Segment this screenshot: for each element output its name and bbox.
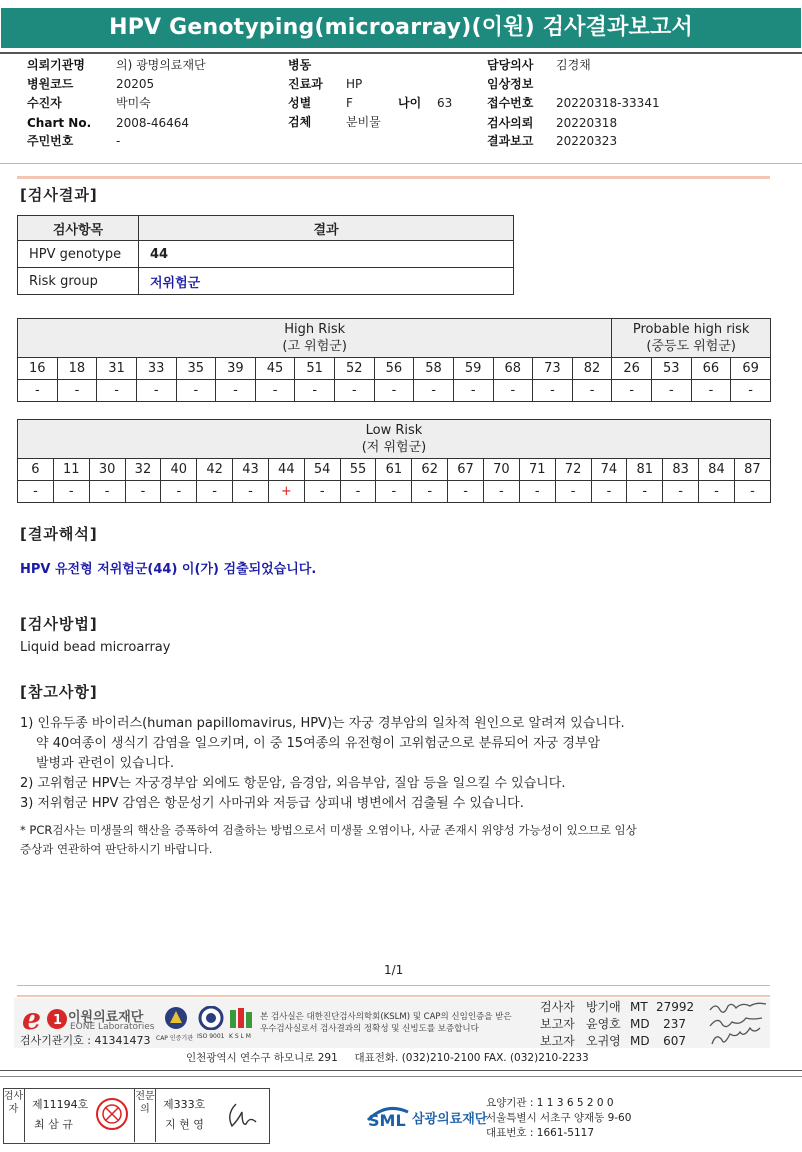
genotype-cell: 81 — [627, 459, 663, 481]
genotype-cell: 67 — [448, 459, 484, 481]
genotype-cell: 30 — [89, 459, 125, 481]
divider — [0, 52, 802, 54]
info-label: 담당의사 — [487, 58, 534, 72]
genotype-result-cell: - — [161, 481, 197, 503]
high-risk-subtitle: (고 위험군) — [282, 339, 347, 354]
info-label: 수진자 — [27, 96, 62, 110]
column-header: 결과 — [139, 216, 514, 241]
lab-name: 이원의료재단 — [68, 1010, 144, 1025]
table-row — [18, 268, 514, 295]
genotype-result-cell: - — [304, 481, 340, 503]
genotype-result-cell: - — [533, 380, 573, 402]
genotype-result-cell: - — [731, 380, 771, 402]
sml-info-line: 대표번호 : 1661-5117 — [486, 1127, 595, 1139]
signatory-row — [540, 1016, 710, 1033]
genotype-result-cell: - — [335, 380, 375, 402]
genotype-cell: 83 — [663, 459, 699, 481]
genotype-cell: 71 — [519, 459, 555, 481]
genotype-result-cell: - — [519, 481, 555, 503]
cap-cert-icon — [160, 1006, 192, 1030]
genotype-cell: 55 — [340, 459, 376, 481]
result-item: Risk group — [18, 268, 139, 295]
divider — [0, 1076, 802, 1077]
info-label: 검사의뢰 — [487, 116, 534, 130]
genotype-cell: 52 — [335, 358, 375, 380]
genotype-cell: 6 — [18, 459, 54, 481]
genotype-result-cell: - — [18, 481, 54, 503]
sig-role: 검사자 — [540, 1000, 575, 1014]
genotype-result-cell: - — [374, 380, 414, 402]
genotype-result-cell: - — [97, 380, 137, 402]
pcr-note — [20, 821, 790, 859]
genotype-row — [18, 358, 771, 380]
method-text: Liquid bead microarray — [20, 640, 171, 655]
info-value: 20220323 — [556, 134, 618, 148]
genotype-result-cell: - — [691, 380, 731, 402]
divider — [17, 995, 770, 997]
genotype-cell: 42 — [197, 459, 233, 481]
genotype-cell: 51 — [295, 358, 335, 380]
info-label: 병동 — [288, 58, 312, 72]
note-line: 3) 저위험군 HPV 감염은 항문성기 사마귀와 저등급 상피내 병변에서 검출될 수 있습니다. — [20, 796, 524, 811]
signatory-row — [540, 999, 710, 1016]
info-label: Chart No. — [27, 116, 92, 130]
genotype-result-cell: - — [216, 380, 256, 402]
certification-text — [260, 1011, 512, 1035]
handwritten-signatures — [706, 998, 770, 1050]
genotype-result-cell: - — [414, 380, 454, 402]
info-label: 주민번호 — [27, 134, 74, 148]
result-item: HPV genotype — [18, 241, 139, 268]
sig-num: 237 — [663, 1017, 686, 1031]
patient-info — [0, 56, 802, 156]
svg-text:1: 1 — [53, 1013, 63, 1028]
info-label: 결과보고 — [487, 134, 534, 148]
genotype-cell: 43 — [233, 459, 269, 481]
info-value: F — [346, 96, 353, 110]
genotype-cell: 40 — [161, 459, 197, 481]
info-value: 20205 — [116, 77, 155, 91]
lab-name-en: EONE Laboratories — [70, 1022, 155, 1032]
low-risk-header — [18, 420, 771, 459]
genotype-cell: 11 — [53, 459, 89, 481]
cap-cert-label: CAP 인증기관 — [156, 1035, 194, 1042]
info-label: 검체 — [288, 115, 312, 129]
genotype-cell: 45 — [255, 358, 295, 380]
result-value: 44 — [139, 241, 514, 268]
info-label: 임상정보 — [487, 77, 534, 91]
sml-logo-icon — [364, 1094, 410, 1130]
genotype-cell: 16 — [18, 358, 58, 380]
genotype-result-cell: - — [555, 481, 591, 503]
genotype-result-cell: - — [493, 380, 533, 402]
svg-text:SML: SML — [368, 1111, 406, 1130]
genotype-cell: 26 — [612, 358, 652, 380]
genotype-result-cell: - — [699, 481, 735, 503]
lab-address: 인천광역시 연수구 하모니로 291 대표전화. (032)210-2100 FAX. (032)210-2233 — [186, 1052, 589, 1064]
genotype-result-cell: - — [412, 481, 448, 503]
genotype-cell: 70 — [483, 459, 519, 481]
note-line: 발병과 관련이 있습니다. — [36, 756, 174, 771]
probable-high-risk-subtitle: (중등도 위험군) — [646, 339, 736, 354]
sig-name: 오귀영 — [586, 1034, 621, 1048]
genotype-result-cell: - — [197, 481, 233, 503]
info-label: 접수번호 — [487, 96, 534, 110]
genotype-result-cell: - — [483, 481, 519, 503]
genotype-result-cell: - — [295, 380, 335, 402]
table-header-row — [18, 216, 514, 241]
sig-title: MT — [630, 1000, 648, 1014]
genotype-cell: 69 — [731, 358, 771, 380]
page-number: 1/1 — [384, 963, 404, 977]
result-value: 저위험군 — [139, 268, 514, 295]
cert-line: 본 검사실은 대한진단검사의학회(KSLM) 및 CAP의 신임인증을 받은 — [260, 1012, 512, 1022]
sig-title: MD — [630, 1017, 650, 1031]
genotype-result-cell: - — [136, 380, 176, 402]
handwritten-signature — [222, 1098, 262, 1132]
info-value: 20220318-33341 — [556, 96, 660, 110]
divider — [0, 1070, 802, 1071]
genotype-cell: 61 — [376, 459, 412, 481]
stamp-specialist-no: 제333호 — [163, 1098, 206, 1111]
genotype-cell: 87 — [734, 459, 770, 481]
eone-logo-icon — [22, 1004, 68, 1034]
info-value: 의) 광명의료재단 — [116, 58, 206, 72]
sig-num: 607 — [663, 1034, 686, 1048]
stamp-specialist-label: 전문의 — [134, 1088, 156, 1142]
genotype-result-cell: - — [652, 380, 692, 402]
genotype-result-cell: - — [453, 380, 493, 402]
genotype-cell: 68 — [493, 358, 533, 380]
genotype-cell: 31 — [97, 358, 137, 380]
genotype-result-cell: - — [125, 481, 161, 503]
kslm-cert-label: K S L M — [229, 1033, 251, 1040]
info-label: 의뢰기관명 — [27, 58, 85, 72]
lab-id: 검사기관기호 : 41341473 — [20, 1034, 151, 1047]
sml-info-line: 서울특별시 서초구 양재동 9-60 — [486, 1112, 632, 1124]
genotype-cell: 58 — [414, 358, 454, 380]
info-value: - — [116, 134, 121, 148]
note-line: * PCR검사는 미생물의 핵산을 증폭하여 검출하는 방법으로서 미생물 오염이나, 사균 존재시 위양성 가능성이 있으므로 임상 — [20, 823, 637, 837]
genotype-result-cell: - — [448, 481, 484, 503]
stamp-specialist-name: 지 현 영 — [165, 1118, 204, 1131]
genotype-cell: 53 — [652, 358, 692, 380]
note-line: 증상과 연관하여 판단하시기 바랍니다. — [20, 842, 213, 856]
genotype-result-cell: - — [255, 380, 295, 402]
low-risk-genotype-table — [17, 419, 771, 503]
section-interpretation-heading: [결과해석] — [20, 525, 98, 543]
report-title: HPV Genotyping(microarray)(이원) 검사결과보고서 — [1, 8, 801, 48]
genotype-result-cell: - — [376, 481, 412, 503]
sml-name: 삼광의료재단 — [412, 1112, 488, 1127]
signatory-row — [540, 1033, 710, 1050]
genotype-result-cell: - — [572, 380, 612, 402]
table-row — [18, 241, 514, 268]
info-value: 김경채 — [556, 58, 591, 72]
sml-info — [486, 1096, 631, 1141]
reference-notes — [20, 714, 780, 814]
result-table — [17, 215, 514, 295]
probable-high-risk-header — [612, 319, 771, 358]
genotype-result-cell: - — [340, 481, 376, 503]
info-value: 20220318 — [556, 116, 618, 130]
sig-title: MD — [630, 1034, 650, 1048]
genotype-result-cell: - — [734, 481, 770, 503]
genotype-cell: 32 — [125, 459, 161, 481]
divider — [0, 163, 802, 164]
info-value: HP — [346, 77, 363, 91]
age-label: 나이 — [398, 96, 422, 110]
genotype-cell: 35 — [176, 358, 216, 380]
genotype-result-cell: - — [89, 481, 125, 503]
genotype-result-cell: - — [612, 380, 652, 402]
age-value: 63 — [437, 96, 453, 110]
genotype-result-cell: - — [18, 380, 58, 402]
genotype-result-cell: - — [53, 481, 89, 503]
genotype-cell: 73 — [533, 358, 573, 380]
info-label: 성별 — [288, 96, 312, 110]
genotype-cell: 62 — [412, 459, 448, 481]
high-risk-header — [18, 319, 612, 358]
genotype-row — [18, 459, 771, 481]
iso-cert-icon — [195, 1006, 227, 1030]
genotype-result-cell: - — [627, 481, 663, 503]
signatories — [540, 999, 710, 1050]
sig-num: 27992 — [656, 1000, 695, 1014]
section-results-heading: [검사결과] — [20, 186, 98, 204]
genotype-result-row — [18, 481, 771, 503]
svg-text:e: e — [22, 1004, 42, 1034]
genotype-cell: 84 — [699, 459, 735, 481]
note-line: 약 40여종이 생식기 감염을 일으키며, 이 중 15여종의 유전형이 고위험군으로 분류되어 자궁 경부암 — [36, 736, 601, 751]
stamp-tester-no: 제11194호 — [32, 1098, 89, 1111]
genotype-result-cell: + — [268, 481, 304, 503]
genotype-result-cell: - — [663, 481, 699, 503]
genotype-cell: 39 — [216, 358, 256, 380]
info-value: 2008-46464 — [116, 116, 190, 130]
high-risk-genotype-table — [17, 318, 771, 402]
interpretation-text: HPV 유전형 저위험군(44) 이(가) 검출되었습니다. — [20, 562, 317, 577]
genotype-result-cell: - — [591, 481, 627, 503]
genotype-cell: 33 — [136, 358, 176, 380]
probable-high-risk-title: Probable high risk — [632, 322, 750, 337]
genotype-cell: 44 — [268, 459, 304, 481]
info-label: 병원코드 — [27, 77, 74, 91]
section-references-heading: [참고사항] — [20, 683, 98, 701]
note-line: 2) 고위험군 HPV는 자궁경부암 외에도 항문암, 음경암, 외음부암, 질암 등을 일으킬 수 있습니다. — [20, 776, 566, 791]
genotype-cell: 74 — [591, 459, 627, 481]
genotype-result-cell: - — [176, 380, 216, 402]
genotype-result-row — [18, 380, 771, 402]
info-value: 박미숙 — [116, 96, 151, 110]
genotype-result-cell: - — [233, 481, 269, 503]
genotype-cell: 72 — [555, 459, 591, 481]
genotype-cell: 66 — [691, 358, 731, 380]
seal-stamp-icon — [94, 1094, 130, 1134]
low-risk-title: Low Risk — [365, 423, 423, 438]
divider — [17, 176, 770, 179]
section-method-heading: [검사방법] — [20, 615, 98, 633]
note-line: 1) 인유두종 바이러스(human papillomavirus, HPV)는 자궁 경부암의 일차적 원인으로 알려져 있습니다. — [20, 716, 625, 731]
info-label: 진료과 — [288, 77, 323, 91]
divider — [17, 985, 770, 986]
info-value: 분비물 — [346, 115, 381, 129]
sig-role: 보고자 — [540, 1034, 575, 1048]
genotype-cell: 59 — [453, 358, 493, 380]
sml-info-line: 요양기관 : 1 1 3 6 5 2 0 0 — [486, 1097, 614, 1109]
genotype-cell: 54 — [304, 459, 340, 481]
stamp-tester-label: 검사자 — [3, 1088, 25, 1142]
kslm-cert-icon — [228, 1006, 256, 1030]
low-risk-subtitle: (저 위험군) — [361, 440, 427, 455]
high-risk-title: High Risk — [284, 322, 346, 337]
stamp-tester-name: 최 삼 규 — [34, 1118, 73, 1131]
genotype-cell: 82 — [572, 358, 612, 380]
column-header: 검사항목 — [18, 216, 139, 241]
sig-role: 보고자 — [540, 1017, 575, 1031]
genotype-cell: 56 — [374, 358, 414, 380]
genotype-result-cell: - — [57, 380, 97, 402]
genotype-cell: 18 — [57, 358, 97, 380]
sig-name: 윤영호 — [586, 1017, 621, 1031]
cert-line: 우수검사실로서 검사결과의 정확성 및 신빙도를 보증합니다 — [260, 1024, 479, 1034]
iso-cert-label: ISO 9001 — [197, 1033, 225, 1040]
sig-name: 방기애 — [586, 1000, 621, 1014]
